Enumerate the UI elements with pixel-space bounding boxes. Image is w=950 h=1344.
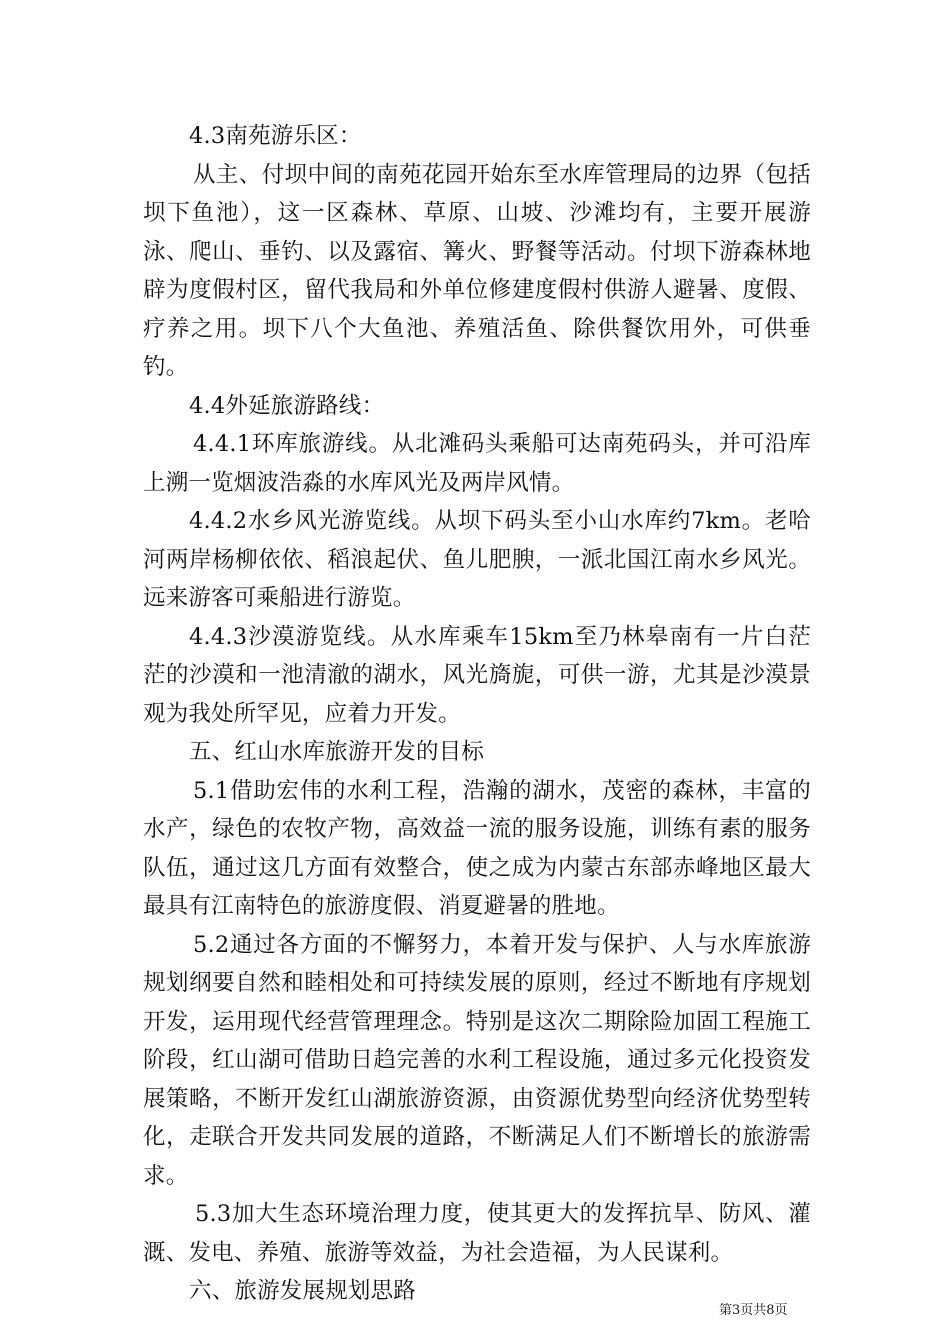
section-heading-5: 五、红山水库旅游开发的目标 bbox=[189, 739, 485, 765]
paragraph-5-3: 5.3加大生态环境治理力度，使其更大的发挥抗旱、防风、灌溉、发电、养殖、旅游等效益，为社会造福，为人民谋利。 bbox=[143, 1201, 811, 1266]
paragraph-5-2: 5.2通过各方面的不懈努力，本着开发与保护、人与水库旅游规划纲要自然和睦相处和可持续发展的原则，经过不断地有序规划开发，运用现代经营管理理念。特别是这次二期除险加固工程施工阶段，红山湖可借助日趋完善的水利工程设施，通过多元化投资发展策略，不断开发红山湖旅游资源，由资源优势型向经济优势型转化，走联合开发共同发展的道路，不断满足人们不断增长的旅游需求。 bbox=[143, 931, 811, 1189]
page-number-text: 第3页共8页 bbox=[719, 1303, 788, 1318]
paragraph-5-1: 5.1借助宏伟的水利工程，浩瀚的湖水，茂密的森林，丰富的水产，绿色的农牧产物，高效益一流的服务设施，训练有素的服务队伍，通过这几方面有效整合，使之成为内蒙古东部赤峰地区最大最具有江南特色的旅游度假、消夏避暑的胜地。 bbox=[143, 777, 811, 919]
paragraph-4-4-2: 4.4.2水乡风光游览线。从坝下码头至小山水库约7km。老哈河两岸杨柳依依、稻浪起伏、鱼儿肥腴，一派北国江南水乡风光。远来游客可乘船进行游览。 bbox=[143, 508, 811, 611]
paragraph-4-4-3: 4.4.3沙漠游览线。从水库乘车15km至乃林皋南有一片白茫茫的沙漠和一池清澈的湖水，风光旖旎，可供一游，尤其是沙漠景观为我处所罕见，应着力开发。 bbox=[143, 623, 811, 727]
section-heading-6: 六、旅游发展规划思路 bbox=[189, 1278, 417, 1304]
document-body bbox=[143, 117, 811, 1311]
page-number-footer bbox=[719, 1303, 788, 1319]
section-heading-4-3: 4.3南苑游乐区： bbox=[189, 123, 362, 149]
paragraph-nanyuan-area: 从主、付坝中间的南苑花园开始东至水库管理局的边界（包括坝下鱼池），这一区森林、草原、山坡、沙滩均有，主要开展游泳、爬山、垂钓、以及露宿、篝火、野餐等活动。付坝下游森林地辟为度假村区，留代我局和外单位修建度假村供游人避暑、度假、疗养之用。坝下八个大鱼池、养殖活鱼、除供餐饮用外，可供垂钓。 bbox=[143, 161, 811, 380]
paragraph-4-4-1: 4.4.1环库旅游线。从北滩码头乘船可达南苑码头，并可沿库上溯一览烟波浩淼的水库风光及两岸风情。 bbox=[143, 431, 811, 496]
section-heading-4-4: 4.4外延旅游路线： bbox=[189, 392, 385, 419]
